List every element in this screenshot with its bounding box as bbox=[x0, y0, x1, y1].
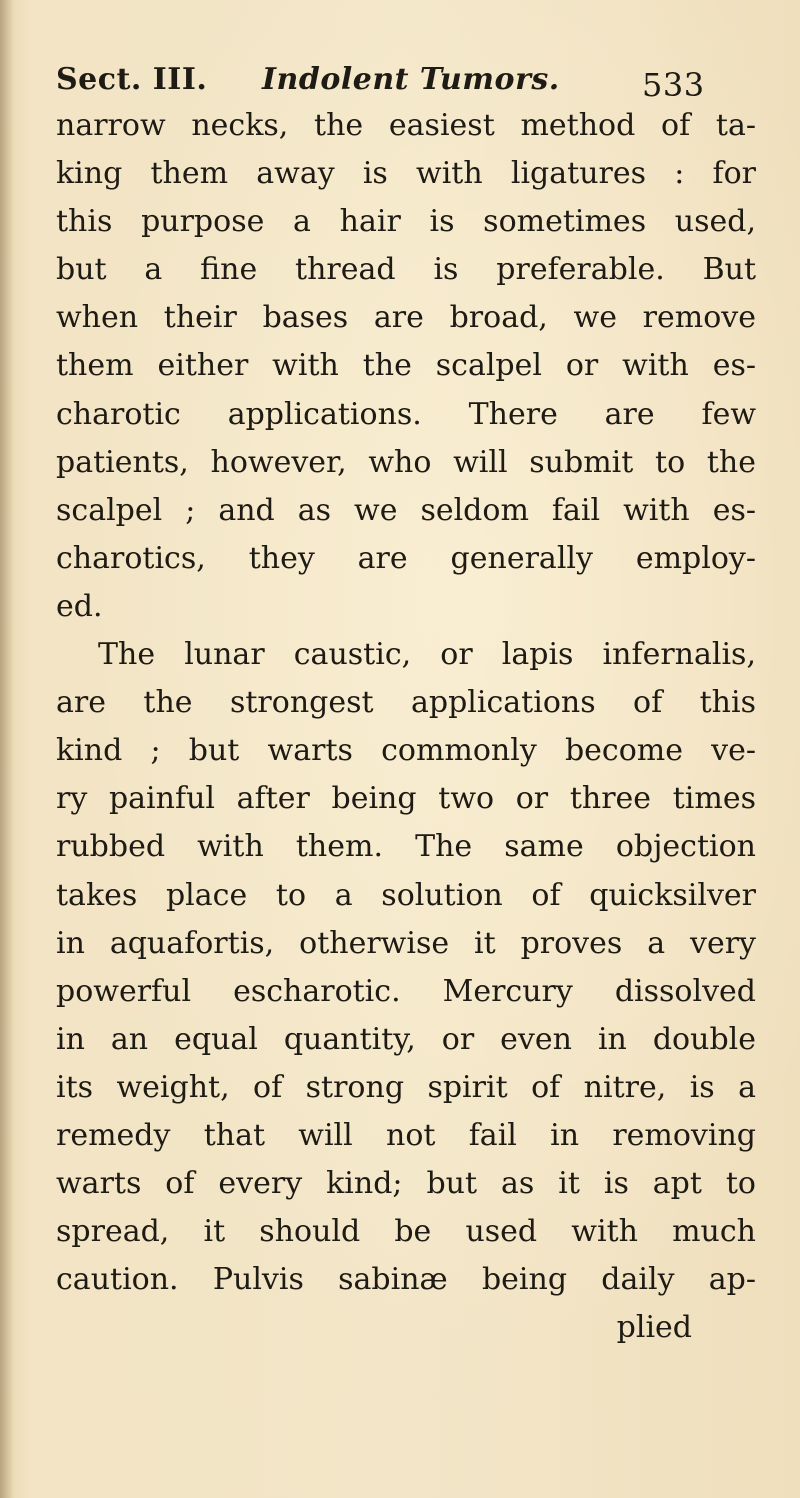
text-line: but a fine thread is preferable. But bbox=[56, 252, 756, 288]
text-line: are the strongest applications of this bbox=[56, 685, 756, 721]
text-line: charotics, they are generally employ- bbox=[56, 540, 756, 576]
text-line: in aquafortis, otherwise it proves a very bbox=[56, 925, 756, 961]
text-line: its weight, of strong spirit of nitre, is a bbox=[56, 1069, 756, 1105]
text-line: patients, however, who will submit to the bbox=[56, 444, 756, 480]
text-line: rubbed with them. The same objection bbox=[56, 829, 756, 865]
section-label: Sect. III. bbox=[56, 62, 208, 97]
text-line: when their bases are broad, we remove bbox=[56, 300, 756, 336]
text-line: takes place to a solution of quicksilver bbox=[56, 877, 756, 913]
text-line: powerful escharotic. Mercury dissolved bbox=[56, 973, 756, 1009]
text-line: in an equal quantity, or even in double bbox=[56, 1021, 756, 1057]
text-line: charotic applications. There are few bbox=[56, 396, 756, 432]
text-line: spread, it should be used with much bbox=[56, 1214, 756, 1250]
body-text bbox=[56, 102, 756, 1352]
running-header bbox=[56, 56, 756, 106]
running-title: Indolent Tumors. bbox=[262, 62, 560, 97]
text-line: narrow necks, the easiest method of ta- bbox=[56, 108, 756, 143]
text-line: scalpel ; and as we seldom fail with es- bbox=[56, 492, 756, 528]
text-line: them either with the scalpel or with es- bbox=[56, 348, 756, 384]
text-line: The lunar caustic, or lapis infernalis, bbox=[98, 637, 756, 673]
text-line: caution. Pulvis sabinæ being daily ap- bbox=[56, 1262, 756, 1298]
text-line: this purpose a hair is sometimes used, bbox=[56, 204, 756, 240]
text-line: warts of every kind; but as it is apt to bbox=[56, 1166, 756, 1202]
text-line: king them away is with ligatures : for bbox=[56, 156, 756, 192]
text-line: ry painful after being two or three times bbox=[56, 781, 756, 817]
text-line: ed. bbox=[56, 588, 103, 624]
text-line: kind ; but warts commonly become ve- bbox=[56, 733, 756, 769]
binding-gutter-shadow bbox=[0, 0, 14, 1498]
page-number: 533 bbox=[642, 66, 705, 104]
text-line: plied bbox=[616, 1310, 692, 1346]
text-line: remedy that will not fail in removing bbox=[56, 1117, 756, 1153]
